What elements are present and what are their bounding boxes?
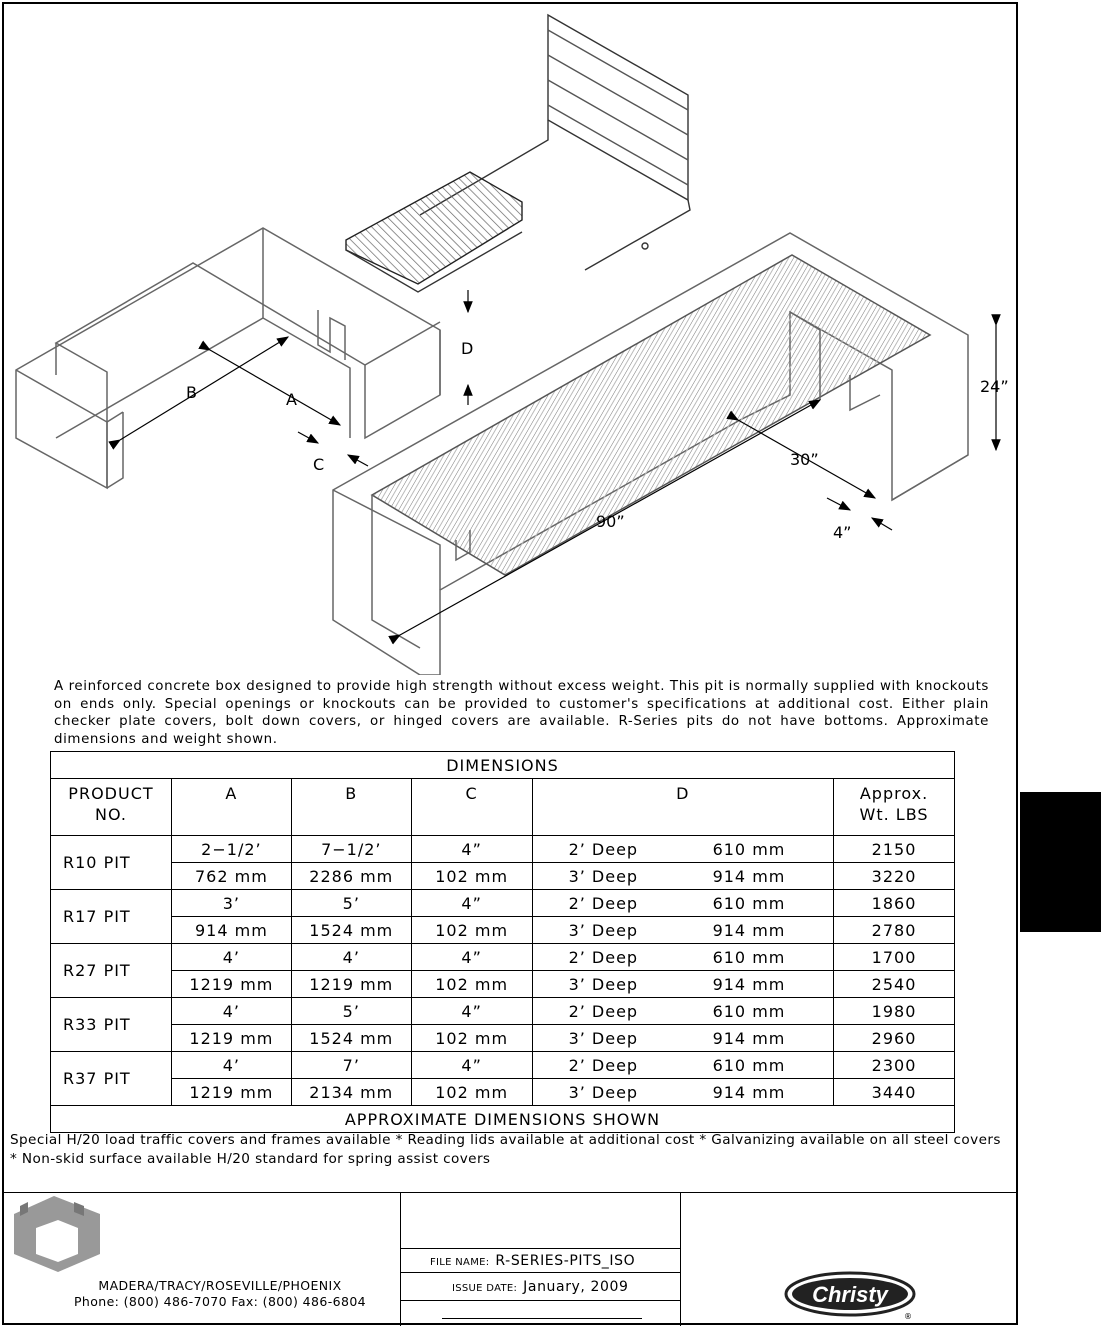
weight-cell: 2540: [834, 971, 955, 998]
depth-mm: 610 mm: [712, 1056, 786, 1075]
brand-name: Christy: [812, 1282, 888, 1307]
table-row: [51, 890, 955, 917]
depth-mm: 914 mm: [712, 1029, 786, 1048]
dim-a-cell: 2−1/2’: [171, 836, 291, 863]
table-row: [51, 998, 955, 1025]
dim-c-cell: 4”: [411, 836, 532, 863]
header-weight: Approx. Wt. LBS: [834, 779, 955, 836]
right-pit: [333, 233, 968, 675]
table-row: [51, 917, 955, 944]
label-4in: 4”: [833, 523, 852, 542]
dim-d-cell: [532, 998, 834, 1025]
depth-mm: 610 mm: [712, 894, 786, 913]
depth-feet: 3’ Deep: [568, 867, 639, 886]
product-cell: R27 PIT: [51, 944, 172, 998]
file-name-row: [430, 1253, 635, 1269]
table-row: [51, 836, 955, 863]
product-cell: R37 PIT: [51, 1052, 172, 1106]
dim-d-cell: [532, 917, 834, 944]
dim-a-cell: 762 mm: [171, 863, 291, 890]
dim-b-cell: 7−1/2’: [291, 836, 411, 863]
table-title: DIMENSIONS: [51, 752, 955, 779]
weight-cell: 3220: [834, 863, 955, 890]
title-block-divider: [400, 1192, 401, 1326]
grate-assembly: [346, 15, 690, 292]
depth-feet: 3’ Deep: [568, 1083, 639, 1102]
header-d: D: [532, 779, 834, 836]
dim-c-cell: 102 mm: [411, 863, 532, 890]
depth-feet: 2’ Deep: [568, 948, 639, 967]
depth-feet: 3’ Deep: [568, 1029, 639, 1048]
dim-a-cell: 4’: [171, 944, 291, 971]
dimensions-table: [50, 751, 955, 1133]
header-a: A: [171, 779, 291, 836]
depth-mm: 914 mm: [712, 867, 786, 886]
dim-b-cell: 5’: [291, 890, 411, 917]
dim-c-cell: 4”: [411, 1052, 532, 1079]
weight-cell: 1980: [834, 998, 955, 1025]
weight-cell: 2300: [834, 1052, 955, 1079]
issue-date-label: ISSUE DATE:: [452, 1283, 518, 1294]
title-block-divider: [400, 1248, 680, 1249]
label-24in: 24”: [980, 377, 1009, 396]
title-block-divider: [680, 1192, 681, 1326]
depth-mm: 610 mm: [712, 840, 786, 859]
signature-line: [442, 1318, 642, 1319]
dim-c-cell: 102 mm: [411, 917, 532, 944]
depth-feet: 2’ Deep: [568, 894, 639, 913]
title-block-divider: [400, 1272, 680, 1273]
dim-b-cell: 7’: [291, 1052, 411, 1079]
depth-feet: 3’ Deep: [568, 975, 639, 994]
isometric-drawing: [0, 0, 1018, 675]
dim-a-cell: 4’: [171, 1052, 291, 1079]
dim-c-cell: 102 mm: [411, 971, 532, 998]
dim-d-cell: [532, 1052, 834, 1079]
issue-date: January, 2009: [523, 1279, 629, 1295]
dim-c-cell: 102 mm: [411, 1025, 532, 1052]
dim-c-cell: 4”: [411, 998, 532, 1025]
weight-cell: 1860: [834, 890, 955, 917]
dim-d-cell: [532, 836, 834, 863]
depth-mm: 610 mm: [712, 948, 786, 967]
product-cell: R33 PIT: [51, 998, 172, 1052]
header-b: B: [291, 779, 411, 836]
title-block-divider: [400, 1300, 680, 1301]
weight-cell: 2150: [834, 836, 955, 863]
depth-feet: 2’ Deep: [568, 1002, 639, 1021]
dim-d-cell: [532, 890, 834, 917]
dim-c-cell: 4”: [411, 944, 532, 971]
issue-date-row: [452, 1279, 629, 1295]
table-footer: APPROXIMATE DIMENSIONS SHOWN: [51, 1106, 955, 1133]
dim-b-cell: 4’: [291, 944, 411, 971]
dim-b-cell: 2286 mm: [291, 863, 411, 890]
dim-d-cell: [532, 1025, 834, 1052]
dim-a-cell: 4’: [171, 998, 291, 1025]
header-c: C: [411, 779, 532, 836]
table-row: [51, 944, 955, 971]
weight-cell: 3440: [834, 1079, 955, 1106]
label-d: D: [461, 339, 474, 358]
file-name-label: FILE NAME:: [430, 1257, 490, 1268]
dim-d-cell: [532, 944, 834, 971]
notes: [10, 1131, 1010, 1169]
label-b: B: [186, 383, 197, 402]
depth-feet: 2’ Deep: [568, 1056, 639, 1075]
locations: MADERA/TRACY/ROSEVILLE/PHOENIX: [98, 1278, 342, 1293]
dim-d-cell: [532, 1079, 834, 1106]
depth-feet: 2’ Deep: [568, 840, 639, 859]
weight-cell: 1700: [834, 944, 955, 971]
note-line: Special H/20 load traffic covers and frames available * Reading lids available at additional cost * Galvanizing available on all steel covers: [10, 1132, 1001, 1148]
dim-b-cell: 2134 mm: [291, 1079, 411, 1106]
dim-a-cell: 3’: [171, 890, 291, 917]
dim-a-cell: 1219 mm: [171, 971, 291, 998]
depth-feet: 3’ Deep: [568, 921, 639, 940]
dim-a-cell: 1219 mm: [171, 1025, 291, 1052]
product-cell: R17 PIT: [51, 890, 172, 944]
weight-cell: 2780: [834, 917, 955, 944]
phone: Phone: (800) 486-7070 Fax: (800) 486-6804: [73, 1294, 367, 1309]
depth-mm: 914 mm: [712, 1083, 786, 1102]
registered-mark: ®: [904, 1312, 912, 1321]
label-c: C: [313, 455, 325, 474]
dim-a-cell: 1219 mm: [171, 1079, 291, 1106]
header-product: PRODUCT NO.: [51, 779, 172, 836]
product-cell: R10 PIT: [51, 836, 172, 890]
dim-c-cell: 4”: [411, 890, 532, 917]
section-tab: [1020, 792, 1101, 932]
file-name: R-SERIES-PITS_ISO: [495, 1253, 636, 1269]
dim-b-cell: 1219 mm: [291, 971, 411, 998]
table-row: [51, 1025, 955, 1052]
dim-a-cell: 914 mm: [171, 917, 291, 944]
label-a: A: [286, 390, 297, 409]
dim-b-cell: 5’: [291, 998, 411, 1025]
label-90in: 90”: [596, 512, 625, 531]
company-address: [40, 1278, 400, 1310]
title-block-divider: [4, 1192, 1016, 1193]
depth-mm: 914 mm: [712, 975, 786, 994]
depth-mm: 914 mm: [712, 921, 786, 940]
note-line: * Non-skid surface available H/20 standard for spring assist covers: [10, 1151, 491, 1167]
christy-logo: [784, 1271, 916, 1317]
dim-b-cell: 1524 mm: [291, 1025, 411, 1052]
dim-b-cell: 1524 mm: [291, 917, 411, 944]
table-row: [51, 863, 955, 890]
dim-c-cell: 102 mm: [411, 1079, 532, 1106]
label-30in: 30”: [790, 450, 819, 469]
weight-cell: 2960: [834, 1025, 955, 1052]
table-row: [51, 971, 955, 998]
table-row: [51, 1079, 955, 1106]
depth-mm: 610 mm: [712, 1002, 786, 1021]
dim-d-cell: [532, 971, 834, 998]
dim-d-cell: [532, 863, 834, 890]
company-logo-mark: [14, 1196, 100, 1272]
table-row: [51, 1052, 955, 1079]
product-description: A reinforced concrete box designed to provide high strength without excess weight. This pit is normally supplied with knockouts on ends only. Special openings or knockouts can be provided to customer's specifications at additional cost. Either plain checker plate covers, bolt down covers, or hinged covers are available. R-Series pits do not have bottoms. Approximate dimensions and weight shown.: [54, 679, 989, 747]
